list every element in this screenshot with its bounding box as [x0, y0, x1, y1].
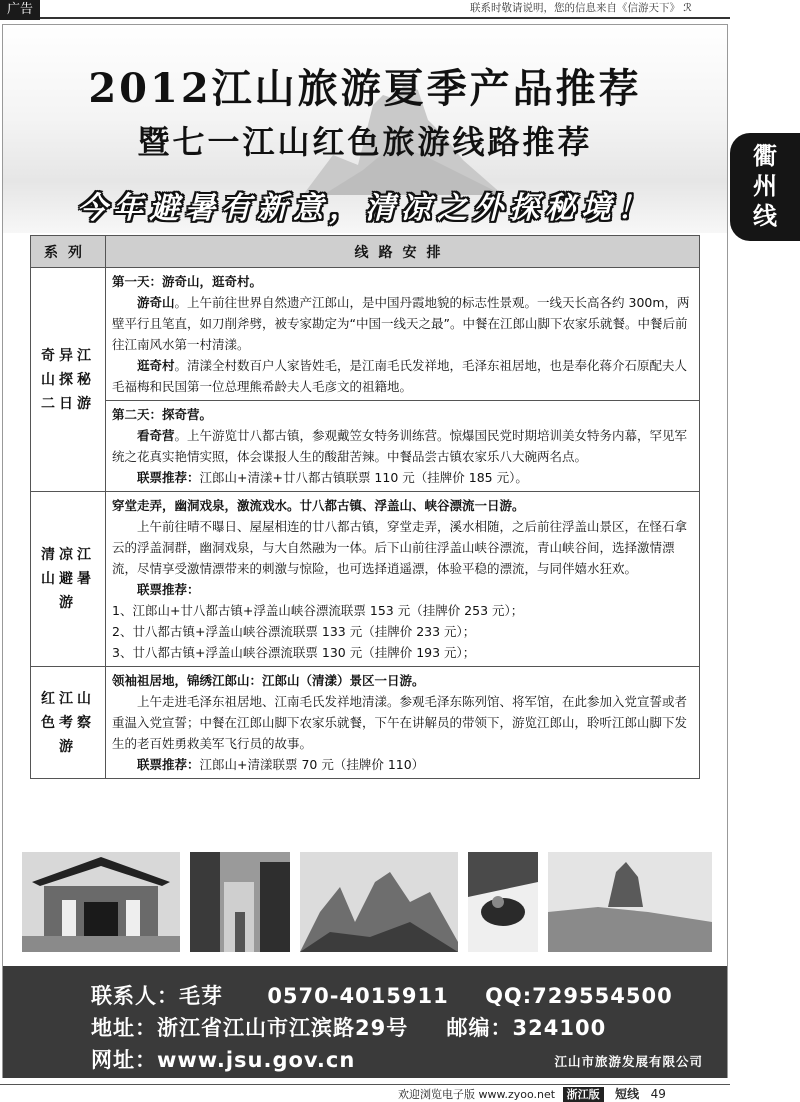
mountain-landscape-photo: [548, 852, 712, 952]
postcode: 324100: [512, 1016, 607, 1040]
source-notice: 联系时敬请说明，您的信息来自《信游天下》 ℛ: [470, 2, 692, 14]
route-cell: [106, 268, 700, 401]
edition-badge: 浙江版: [563, 1087, 604, 1102]
rec-label: 联票推荐：: [137, 582, 200, 597]
ticket-item: 1、江郎山+廿八都古镇+浮盖山峡谷漂流联票 153 元（挂牌价 253 元）；: [112, 603, 524, 618]
address-line: [91, 1012, 606, 1042]
postcode-label: 邮编：: [446, 1016, 513, 1040]
route-title: 领袖祖居地，锦绣江郎山：江郎山（清漾）景区一日游。: [112, 673, 425, 688]
footer-divider: [0, 1084, 730, 1085]
page-footer: [0, 1082, 800, 1102]
contact-panel: [3, 966, 727, 1078]
table-row: [31, 667, 700, 779]
rec-text: 江郎山+清漾+廿八都古镇联票 110 元（挂牌价 185 元）。: [199, 470, 528, 485]
banner: [3, 25, 727, 233]
top-bar: [0, 0, 800, 20]
route-cell: [106, 492, 700, 667]
paragraph-lead: 游奇山: [137, 295, 175, 310]
header-route: 线路安排: [106, 236, 700, 268]
paragraph-text: 。上午前往世界自然遗产江郎山，是中国丹霞地貌的标志性景观。一线天长高各约 300m，两壁平行且笔直，如刀削斧劈，被专家勘定为“中国一线天之最”。中餐在江郎山脚下农家乐就餐。中餐后前往江南风水第一村清漾。: [112, 295, 690, 352]
contact-qq: QQ:729554500: [485, 984, 673, 1008]
address: 浙江省江山市江滨路29号: [157, 1016, 409, 1040]
region-tab: [730, 133, 800, 241]
section-name: 短线: [615, 1087, 640, 1101]
route-title: 穿堂走弄，幽洞戏泉，激流戏水。廿八都古镇、浮盖山、峡谷漂流一日游。: [112, 498, 525, 513]
table-header-row: [31, 236, 700, 268]
day-title: 第一天：游奇山，逛奇村。: [112, 274, 263, 289]
route-paragraph: [112, 425, 691, 467]
contact-person: 毛芽: [179, 984, 223, 1008]
contact-person-label: 联系人：: [91, 984, 179, 1008]
route-paragraph: 上午前往晴不曝日、屋屋相连的廿八都古镇，穿堂走弄，溪水相随，之后前往浮盖山景区，在怪石拿云的浮盖洞群，幽洞戏泉，与大自然融为一体。后下山前往浮盖山峡谷漂流，青山峡谷间，选择激情漂流，尽情享受激情漂带来的刺激与惊险，也可选择逍遥漂，体验平稳的漂流，与同伴嬉水狂欢。: [112, 519, 688, 576]
footer-welcome: 欢迎浏览电子版 www.zyoo.net: [398, 1088, 556, 1101]
ticket-item: 2、廿八都古镇+浮盖山峡谷漂流联票 133 元（挂牌价 233 元）；: [112, 624, 476, 639]
paragraph-lead: 看奇营: [137, 428, 175, 443]
rec-text: 江郎山+清漾联票 70 元（挂牌价 110）: [199, 757, 425, 772]
region-tab-char: 衢: [753, 142, 777, 170]
address-label: 地址：: [91, 1016, 157, 1040]
paragraph-lead: 逛奇村: [137, 358, 175, 373]
ad-label: 广告: [0, 0, 40, 20]
series-cell: 红江山色考察游: [31, 667, 106, 779]
rafting-photo: [468, 852, 538, 952]
website-line: [91, 1044, 355, 1074]
table-row: [31, 401, 700, 492]
contact-phone: 0570-4015911: [267, 984, 449, 1008]
rec-label: 联票推荐：: [137, 470, 200, 485]
table-row: [31, 492, 700, 667]
old-street-photo: [190, 852, 290, 952]
slogan: 今年避暑有新意，清凉之外探秘境！: [77, 191, 653, 226]
paragraph-text: 。清漾全村数百户人家皆姓毛，是江南毛氏发祥地，毛泽东祖居地，也是奉化蒋介石原配夫人毛福梅和民国第一位总理熊希龄夫人毛彦文的祖籍地。: [112, 358, 688, 394]
ticket-recommendation: [112, 467, 691, 488]
table-row: [31, 268, 700, 401]
contact-line: [91, 980, 673, 1010]
route-paragraph: [112, 292, 691, 355]
series-cell: 清凉江山避暑游: [31, 492, 106, 667]
region-tab-char: 州: [753, 172, 777, 200]
paragraph-text: 。上午游览廿八都古镇，参观戴笠女特务训练营。惊爆国民党时期培训美女特务内幕，罕见军统之花真实艳情实照，体会谍报人生的酸甜苦辣。中餐品尝古镇农家乐八大碗两名点。: [112, 428, 688, 464]
page-title: 2012江山旅游夏季产品推荐: [88, 65, 642, 112]
ticket-item: 3、廿八都古镇+浮盖山峡谷漂流联票 130 元（挂牌价 193 元）；: [112, 645, 476, 660]
route-paragraph: 上午走进毛泽东祖居地、江南毛氏发祥地清漾。参观毛泽东陈列馆、将军馆，在此参加入党宣誓或者重温入党宣誓；中餐在江郎山脚下农家乐就餐，下午在讲解员的带领下，游览江郎山，聆听江郎山脚下发生的老百姓勇救美军飞行员的故事。: [112, 694, 688, 751]
ticket-recommendation: [112, 754, 691, 775]
ancient-gate-photo: [22, 852, 180, 952]
route-cell: [106, 667, 700, 779]
header-series: 系列: [31, 236, 106, 268]
rock-peak-photo: [300, 852, 458, 952]
page-subtitle: 暨七一江山红色旅游线路推荐: [137, 123, 593, 161]
photo-strip: [22, 852, 712, 952]
page-number: 49: [650, 1087, 666, 1101]
website-link[interactable]: www.jsu.gov.cn: [157, 1048, 356, 1072]
route-cell: [106, 401, 700, 492]
footer-text: [398, 1086, 666, 1102]
organization-name: 江山市旅游发展有限公司: [554, 1054, 703, 1069]
day-title: 第二天：探奇营。: [112, 407, 213, 422]
rec-label: 联票推荐：: [137, 757, 200, 772]
route-table: [30, 235, 700, 779]
series-cell: 奇异江山探秘二日游: [31, 268, 106, 492]
region-tab-char: 线: [753, 202, 777, 230]
route-paragraph: [112, 355, 691, 397]
website-label: 网址：: [91, 1048, 157, 1072]
top-divider: [40, 17, 730, 19]
